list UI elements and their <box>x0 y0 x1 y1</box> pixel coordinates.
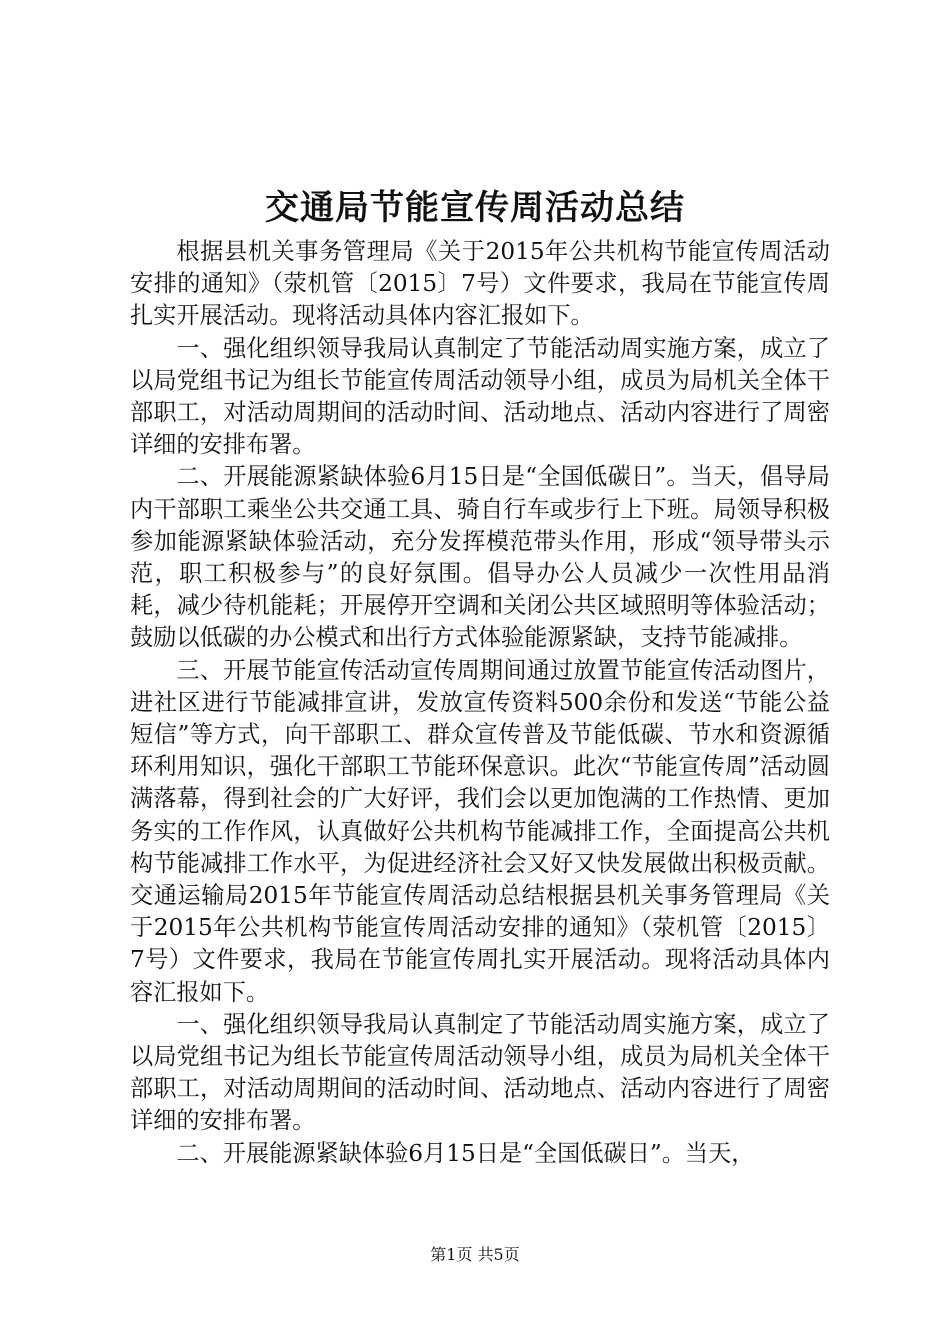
paragraph: 根据县机关事务管理局《关于2015年公共机构节能宣传周活动安排的通知》（荥机管〔2015〕7号）文件要求，我局在节能宣传周扎实开展活动。现将活动具体内容汇报如下。 <box>130 238 830 330</box>
paragraph: 三、开展节能宣传活动宣传周期间通过放置节能宣传活动图片，进社区进行节能减排宣讲，发放宣传资料500余份和发送“节能公益短信”等方式，向干部职工、群众宣传普及节能低碳、节水和资源循环利用知识，强化干部职工节能环保意识。此次“节能宣传周”活动圆满落幕，得到社会的广大好评，我们会以更加饱满的工作热情、更加务实的工作作风，认真做好公共机构节能减排工作，全面提高公共机构节能减排工作水平，为促进经济社会又好又快发展做出积极贡献。交通运输局2015年节能宣传周活动总结根据县机关事务管理局《关于2015年公共机构节能宣传周活动安排的通知》（荥机管〔2015〕7号）文件要求，我局在节能宣传周扎实开展活动。现将活动具体内容汇报如下。 <box>130 656 830 1006</box>
page-number: 第1页 共5页 <box>430 1245 520 1264</box>
document-title: 交通局节能宣传周活动总结 <box>265 188 685 228</box>
document-body <box>130 236 830 1170</box>
paragraph: 二、开展能源紧缺体验6月15日是“全国低碳日”。当天， <box>176 1139 755 1167</box>
paragraph: 一、强化组织领导我局认真制定了节能活动周实施方案，成立了以局党组书记为组长节能宣传周活动领导小组，成员为局机关全体干部职工，对活动周期间的活动时间、活动地点、活动内容进行了周密详细的安排布署。 <box>130 334 830 459</box>
paragraph: 一、强化组织领导我局认真制定了节能活动周实施方案，成立了以局党组书记为组长节能宣传周活动领导小组，成员为局机关全体干部职工，对活动周期间的活动时间、活动地点、活动内容进行了周密详细的安排布署。 <box>130 1010 830 1135</box>
paragraph: 二、开展能源紧缺体验6月15日是“全国低碳日”。当天，倡导局内干部职工乘坐公共交通工具、骑自行车或步行上下班。局领导积极参加能源紧缺体验活动，充分发挥模范带头作用，形成“领导带头示范，职工积极参与”的良好氛围。倡导办公人员减少一次性用品消耗，减少待机能耗；开展停开空调和关闭公共区域照明等体验活动；鼓励以低碳的办公模式和出行方式体验能源紧缺，支持节能减排。 <box>130 463 830 652</box>
